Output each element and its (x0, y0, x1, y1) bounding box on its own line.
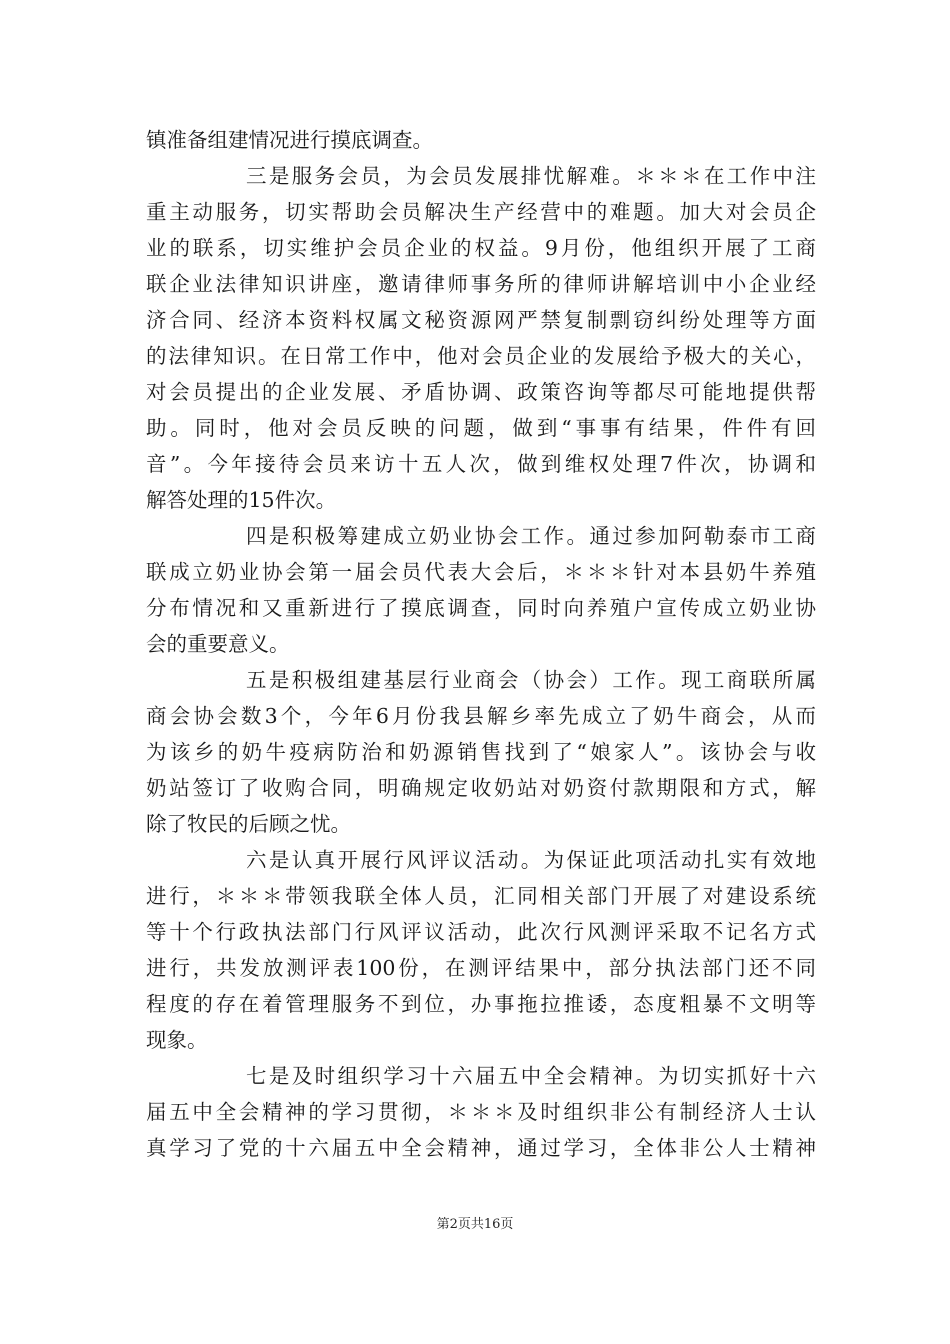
text-line: 联企业法律知识讲座，邀请律师事务所的律师讲解培训中小企业经 (146, 272, 816, 296)
paragraph-first-line: 七是及时组织学习十六届五中全会精神。为切实抓好十六 (246, 1064, 816, 1088)
text-line: 为该乡的奶牛疫病防治和奶源销售找到了“娘家人”。该协会与收 (146, 740, 816, 764)
paragraph-first-line: 六是认真开展行风评议活动。为保证此项活动扎实有效地 (246, 848, 816, 872)
text-line: 商会协会数3个，今年6月份我县解乡率先成立了奶牛商会，从而 (146, 704, 816, 728)
text-line: 济合同、经济本资料权属文秘资源网严禁复制剽窃纠纷处理等方面 (146, 308, 816, 332)
page-number-footer: 第2页共16页 (436, 1217, 514, 1232)
text-line: 的法律知识。在日常工作中，他对会员企业的发展给予极大的关心， (146, 344, 816, 368)
text-line: 会的重要意义。 (146, 632, 290, 656)
text-line: 进行，＊＊＊带领我联全体人员，汇同相关部门开展了对建设系统 (146, 884, 816, 908)
text-line: 进行，共发放测评表100份，在测评结果中，部分执法部门还不同 (146, 956, 816, 980)
text-line: 助。同时，他对会员反映的问题，做到“事事有结果，件件有回 (146, 416, 816, 440)
text-line: 业的联系，切实维护会员企业的权益。9月份，他组织开展了工商 (146, 236, 816, 260)
text-line: 程度的存在着管理服务不到位，办事拖拉推诿，态度粗暴不文明等 (146, 992, 816, 1016)
text-line: 真学习了党的十六届五中全会精神，通过学习，全体非公人士精神 (146, 1136, 816, 1160)
text-line: 除了牧民的后顾之忧。 (146, 812, 351, 836)
text-line: 联成立奶业协会第一届会员代表大会后，＊＊＊针对本县奶牛养殖 (146, 560, 816, 584)
text-line: 现象。 (146, 1028, 208, 1052)
paragraph-first-line: 三是服务会员，为会员发展排忧解难。＊＊＊在工作中注 (246, 164, 816, 188)
text-line: 解答处理的15件次。 (146, 488, 337, 512)
paragraph-first-line: 五是积极组建基层行业商会（协会）工作。现工商联所属 (246, 668, 816, 692)
text-line: 分布情况和又重新进行了摸底调查，同时向养殖户宣传成立奶业协 (146, 596, 816, 620)
text-line: 奶站签订了收购合同，明确规定收奶站对奶资付款期限和方式，解 (146, 776, 816, 800)
text-line: 镇准备组建情况进行摸底调查。 (146, 128, 433, 152)
text-line: 对会员提出的企业发展、矛盾协调、政策咨询等都尽可能地提供帮 (146, 380, 816, 404)
text-line: 音”。今年接待会员来访十五人次，做到维权处理7件次，协调和 (146, 452, 816, 476)
text-line: 重主动服务，切实帮助会员解决生产经营中的难题。加大对会员企 (146, 200, 816, 224)
paragraph-first-line: 四是积极筹建成立奶业协会工作。通过参加阿勒泰市工商 (246, 524, 816, 548)
text-line: 届五中全会精神的学习贯彻，＊＊＊及时组织非公有制经济人士认 (146, 1100, 816, 1124)
text-line: 等十个行政执法部门行风评议活动，此次行风测评采取不记名方式 (146, 920, 816, 944)
